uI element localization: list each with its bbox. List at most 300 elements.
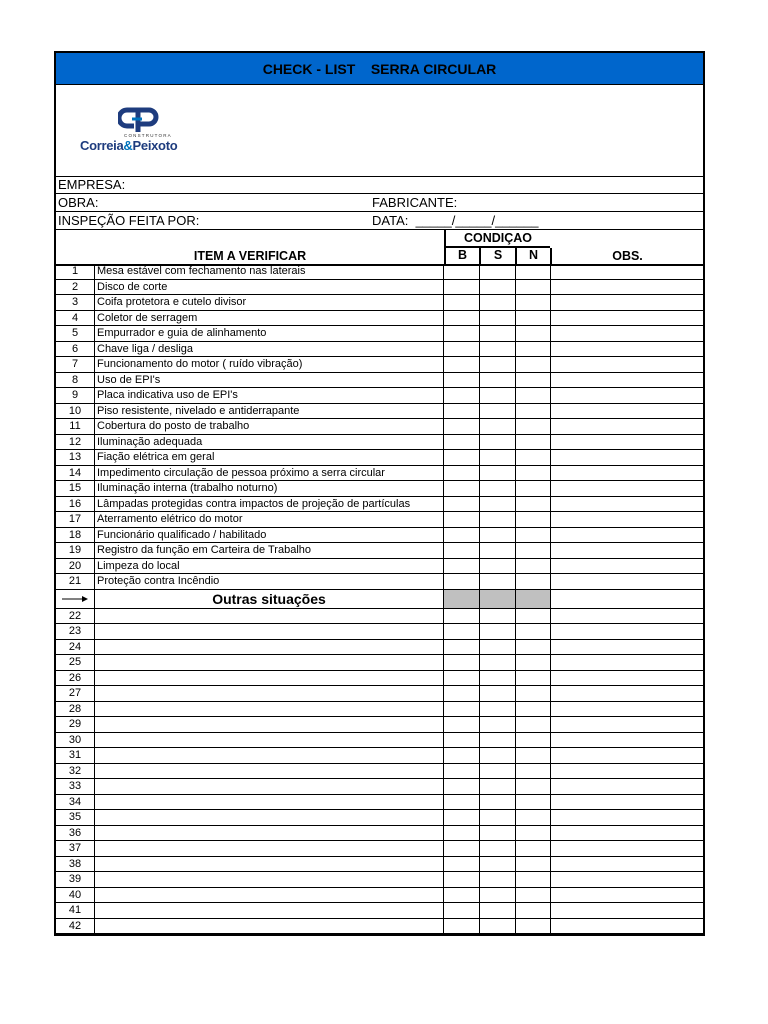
obs-cell[interactable] xyxy=(551,764,703,779)
info-row-empresa xyxy=(56,176,703,194)
row-item-text: Impedimento circulação de pessoa próximo a serra circular xyxy=(95,466,444,481)
condition-s-cell[interactable] xyxy=(480,748,516,763)
condition-n-cell[interactable] xyxy=(516,609,551,624)
obs-cell[interactable] xyxy=(551,497,703,512)
condition-s-cell[interactable] xyxy=(480,419,516,434)
condition-b-cell[interactable] xyxy=(444,841,480,856)
row-item-text xyxy=(95,717,444,732)
condition-b-cell[interactable] xyxy=(444,733,480,748)
row-number: 2 xyxy=(56,280,95,295)
condition-b-cell[interactable] xyxy=(444,264,480,279)
row-number: 31 xyxy=(56,748,95,763)
row-arrow-cell xyxy=(56,590,95,608)
condition-n-cell[interactable] xyxy=(516,326,551,341)
row-item-text xyxy=(95,640,444,655)
obs-cell[interactable] xyxy=(551,419,703,434)
row-item-text: Placa indicativa uso de EPI's xyxy=(95,388,444,403)
table-row xyxy=(56,609,703,625)
row-number: 18 xyxy=(56,528,95,543)
obs-cell[interactable] xyxy=(551,311,703,326)
condition-n-cell[interactable] xyxy=(516,748,551,763)
condition-s-cell[interactable] xyxy=(480,655,516,670)
condition-s-cell[interactable] xyxy=(480,295,516,310)
fabricante-label: FABRICANTE: xyxy=(372,195,458,210)
row-number: 23 xyxy=(56,624,95,639)
row-item-text xyxy=(95,624,444,639)
condition-s-cell[interactable] xyxy=(480,826,516,841)
condition-b-cell[interactable] xyxy=(444,528,480,543)
table-row xyxy=(56,655,703,671)
condition-s-cell[interactable] xyxy=(480,686,516,701)
condition-s-cell[interactable] xyxy=(480,466,516,481)
table-row xyxy=(56,481,703,497)
condition-n-cell[interactable] xyxy=(516,497,551,512)
arrow-right-icon xyxy=(62,595,88,603)
condition-b-cell[interactable] xyxy=(444,609,480,624)
condition-n-cell[interactable] xyxy=(516,342,551,357)
condition-b-cell[interactable] xyxy=(444,903,480,918)
info-row-obra xyxy=(56,194,703,212)
condition-s-cell[interactable] xyxy=(480,373,516,388)
row-number: 14 xyxy=(56,466,95,481)
row-item-text: Iluminação adequada xyxy=(95,435,444,450)
condition-n-cell[interactable] xyxy=(516,795,551,810)
row-item-text: Fiação elétrica em geral xyxy=(95,450,444,465)
row-item-text xyxy=(95,686,444,701)
condition-s-cell[interactable] xyxy=(480,357,516,372)
condition-n-cell[interactable] xyxy=(516,435,551,450)
row-number: 28 xyxy=(56,702,95,717)
obs-cell[interactable] xyxy=(551,779,703,794)
table-row xyxy=(56,512,703,528)
condition-s-cell[interactable] xyxy=(480,326,516,341)
table-row xyxy=(56,466,703,482)
table-body xyxy=(56,264,703,934)
obra-label: OBRA: xyxy=(58,195,99,210)
condition-s-cell[interactable] xyxy=(480,435,516,450)
condition-n-cell[interactable] xyxy=(516,543,551,558)
cp-logo-icon xyxy=(118,107,162,133)
row-number: 3 xyxy=(56,295,95,310)
obs-cell[interactable] xyxy=(551,264,703,279)
obs-cell[interactable] xyxy=(551,857,703,872)
obs-cell[interactable] xyxy=(551,574,703,589)
obs-cell[interactable] xyxy=(551,686,703,701)
row-item-text xyxy=(95,919,444,934)
condition-s-cell[interactable] xyxy=(480,264,516,279)
table-row xyxy=(56,841,703,857)
table-row xyxy=(56,888,703,904)
condition-n-cell[interactable] xyxy=(516,810,551,825)
table-row xyxy=(56,435,703,451)
table-header xyxy=(56,230,703,266)
obs-cell[interactable] xyxy=(551,748,703,763)
condition-n-cell[interactable] xyxy=(516,481,551,496)
row-number: 37 xyxy=(56,841,95,856)
condition-n-cell[interactable] xyxy=(516,702,551,717)
condition-n-cell[interactable] xyxy=(516,872,551,887)
condition-b-cell[interactable] xyxy=(444,764,480,779)
obs-cell[interactable] xyxy=(551,466,703,481)
obs-cell[interactable] xyxy=(551,326,703,341)
condition-s-cell[interactable] xyxy=(480,450,516,465)
row-item-text: Proteção contra Incêndio xyxy=(95,574,444,589)
obs-cell[interactable] xyxy=(551,559,703,574)
condition-n-cell[interactable] xyxy=(516,671,551,686)
table-row xyxy=(56,872,703,888)
row-item-text xyxy=(95,857,444,872)
condition-n-cell[interactable] xyxy=(516,512,551,527)
table-row xyxy=(56,671,703,687)
condition-n-cell[interactable] xyxy=(516,373,551,388)
table-row xyxy=(56,559,703,575)
row-item-text xyxy=(95,655,444,670)
row-item-text: Empurrador e guia de alinhamento xyxy=(95,326,444,341)
condition-s-cell[interactable] xyxy=(480,717,516,732)
condition-n-cell[interactable] xyxy=(516,311,551,326)
table-row xyxy=(56,543,703,559)
condition-b-cell[interactable] xyxy=(444,559,480,574)
condition-b-cell[interactable] xyxy=(444,512,480,527)
condition-n-cell[interactable] xyxy=(516,686,551,701)
condition-b-cell[interactable] xyxy=(444,342,480,357)
obs-cell[interactable] xyxy=(551,903,703,918)
table-row xyxy=(56,280,703,296)
row-item-text xyxy=(95,609,444,624)
row-number: 24 xyxy=(56,640,95,655)
obs-cell[interactable] xyxy=(551,810,703,825)
row-number: 15 xyxy=(56,481,95,496)
row-item-text: Cobertura do posto de trabalho xyxy=(95,419,444,434)
obs-cell[interactable] xyxy=(551,717,703,732)
obs-cell[interactable] xyxy=(551,888,703,903)
condition-s-cell[interactable] xyxy=(480,388,516,403)
condition-n-cell[interactable] xyxy=(516,624,551,639)
condition-n-cell[interactable] xyxy=(516,888,551,903)
condition-b-cell[interactable] xyxy=(444,311,480,326)
condition-s-cell[interactable] xyxy=(480,574,516,589)
obs-cell[interactable] xyxy=(551,733,703,748)
condition-b-cell[interactable] xyxy=(444,435,480,450)
table-row xyxy=(56,903,703,919)
row-number: 25 xyxy=(56,655,95,670)
condition-s-cell[interactable] xyxy=(480,311,516,326)
condition-s-cell[interactable] xyxy=(480,671,516,686)
condition-b-cell[interactable] xyxy=(444,357,480,372)
table-row xyxy=(56,264,703,280)
condition-b-cell[interactable] xyxy=(444,481,480,496)
condition-s-cell[interactable] xyxy=(480,624,516,639)
condition-b-cell[interactable] xyxy=(444,295,480,310)
title-bar xyxy=(56,53,703,85)
table-row xyxy=(56,404,703,420)
table-row xyxy=(56,826,703,842)
table-row xyxy=(56,857,703,873)
table-row xyxy=(56,574,703,590)
condition-b-cell[interactable] xyxy=(444,624,480,639)
obs-cell[interactable] xyxy=(551,373,703,388)
table-row xyxy=(56,373,703,389)
condition-b-cell[interactable] xyxy=(444,872,480,887)
row-item-text xyxy=(95,841,444,856)
condition-n-cell[interactable] xyxy=(516,388,551,403)
condition-s-cell[interactable] xyxy=(480,543,516,558)
table-row xyxy=(56,717,703,733)
condition-b-cell[interactable] xyxy=(444,466,480,481)
table-row xyxy=(56,795,703,811)
condition-b-cell[interactable] xyxy=(444,671,480,686)
table-row xyxy=(56,810,703,826)
condition-b-cell[interactable] xyxy=(444,655,480,670)
condition-s-cell[interactable] xyxy=(480,528,516,543)
row-item-text xyxy=(95,748,444,763)
condition-s-cell[interactable] xyxy=(480,559,516,574)
condition-s-cell[interactable] xyxy=(480,733,516,748)
condition-b-cell[interactable] xyxy=(444,748,480,763)
table-row xyxy=(56,357,703,373)
condition-s-cell[interactable] xyxy=(480,841,516,856)
condition-n-cell[interactable] xyxy=(516,655,551,670)
condition-b-cell[interactable] xyxy=(444,717,480,732)
condition-n-cell[interactable] xyxy=(516,764,551,779)
row-number: 13 xyxy=(56,450,95,465)
condition-b-cell[interactable] xyxy=(444,857,480,872)
table-row xyxy=(56,748,703,764)
condition-b-cell[interactable] xyxy=(444,919,480,934)
row-number: 10 xyxy=(56,404,95,419)
condition-s-cell[interactable] xyxy=(480,640,516,655)
row-item-text: Funcionamento do motor ( ruído vibração) xyxy=(95,357,444,372)
condition-s-cell[interactable] xyxy=(480,404,516,419)
condition-n-cell[interactable] xyxy=(516,450,551,465)
row-number: 19 xyxy=(56,543,95,558)
obs-cell[interactable] xyxy=(551,919,703,934)
condition-n-cell[interactable] xyxy=(516,903,551,918)
condition-n-cell[interactable] xyxy=(516,640,551,655)
condition-n-cell[interactable] xyxy=(516,357,551,372)
obs-cell[interactable] xyxy=(551,624,703,639)
obs-cell[interactable] xyxy=(551,435,703,450)
condition-n-cell[interactable] xyxy=(516,857,551,872)
obs-cell[interactable] xyxy=(551,795,703,810)
condition-b-cell[interactable] xyxy=(444,574,480,589)
obs-cell[interactable] xyxy=(551,640,703,655)
row-item-text xyxy=(95,903,444,918)
obs-cell[interactable] xyxy=(551,590,703,608)
obs-cell[interactable] xyxy=(551,404,703,419)
row-number: 40 xyxy=(56,888,95,903)
condition-n-cell[interactable] xyxy=(516,779,551,794)
row-number: 27 xyxy=(56,686,95,701)
row-item-text xyxy=(95,826,444,841)
condition-s-cell[interactable] xyxy=(480,872,516,887)
condition-b-cell[interactable] xyxy=(444,810,480,825)
table-row xyxy=(56,528,703,544)
obs-cell[interactable] xyxy=(551,655,703,670)
condition-b-cell[interactable] xyxy=(444,419,480,434)
obs-cell[interactable] xyxy=(551,280,703,295)
row-item-text xyxy=(95,733,444,748)
condition-b-cell[interactable] xyxy=(444,590,480,608)
obs-cell[interactable] xyxy=(551,872,703,887)
table-row xyxy=(56,326,703,342)
table-row xyxy=(56,733,703,749)
row-item-text xyxy=(95,764,444,779)
condition-s-cell[interactable] xyxy=(480,779,516,794)
obs-cell[interactable] xyxy=(551,512,703,527)
condition-n-cell[interactable] xyxy=(516,574,551,589)
condition-n-cell[interactable] xyxy=(516,826,551,841)
obs-cell[interactable] xyxy=(551,671,703,686)
table-row xyxy=(56,388,703,404)
obs-cell[interactable] xyxy=(551,543,703,558)
condition-n-cell[interactable] xyxy=(516,466,551,481)
condition-b-cell[interactable] xyxy=(444,280,480,295)
condition-s-cell[interactable] xyxy=(480,342,516,357)
inspecao-label: INSPEÇÃO FEITA POR: xyxy=(58,213,200,228)
checklist-sheet xyxy=(54,51,705,936)
logo-name-right: Peixoto xyxy=(132,138,178,153)
row-number: 1 xyxy=(56,264,95,279)
condition-s-cell[interactable] xyxy=(480,888,516,903)
condition-s-cell[interactable] xyxy=(480,903,516,918)
row-number: 9 xyxy=(56,388,95,403)
obs-cell[interactable] xyxy=(551,450,703,465)
condition-b-cell[interactable] xyxy=(444,779,480,794)
row-number: 4 xyxy=(56,311,95,326)
obs-cell[interactable] xyxy=(551,826,703,841)
row-item-text xyxy=(95,671,444,686)
condition-s-cell[interactable] xyxy=(480,702,516,717)
obs-cell[interactable] xyxy=(551,342,703,357)
condition-s-cell[interactable] xyxy=(480,764,516,779)
row-number: 11 xyxy=(56,419,95,434)
row-number: 16 xyxy=(56,497,95,512)
row-number: 7 xyxy=(56,357,95,372)
condition-s-cell[interactable] xyxy=(480,512,516,527)
row-number: 32 xyxy=(56,764,95,779)
row-number: 38 xyxy=(56,857,95,872)
logo-subtitle: CONSTRUTORA xyxy=(124,133,172,138)
condition-s-cell[interactable] xyxy=(480,810,516,825)
condition-s-cell[interactable] xyxy=(480,280,516,295)
row-item-text: Iluminação interna (trabalho noturno) xyxy=(95,481,444,496)
condition-b-cell[interactable] xyxy=(444,497,480,512)
condition-b-cell[interactable] xyxy=(444,373,480,388)
condition-s-cell[interactable] xyxy=(480,919,516,934)
row-number: 41 xyxy=(56,903,95,918)
table-row xyxy=(56,779,703,795)
header-item-label: ITEM A VERIFICAR xyxy=(193,249,307,263)
empresa-label: EMPRESA: xyxy=(58,177,126,192)
company-logo xyxy=(80,107,210,157)
obs-cell[interactable] xyxy=(551,702,703,717)
obs-cell[interactable] xyxy=(551,841,703,856)
condition-n-cell[interactable] xyxy=(516,295,551,310)
condition-s-cell[interactable] xyxy=(480,795,516,810)
condition-s-cell[interactable] xyxy=(480,857,516,872)
condition-b-cell[interactable] xyxy=(444,795,480,810)
row-number: 21 xyxy=(56,574,95,589)
table-row xyxy=(56,624,703,640)
row-item-text: Uso de EPI's xyxy=(95,373,444,388)
row-number: 17 xyxy=(56,512,95,527)
condition-n-cell[interactable] xyxy=(516,590,551,608)
row-item-text: Coifa protetora e cutelo divisor xyxy=(95,295,444,310)
condition-n-cell[interactable] xyxy=(516,404,551,419)
header-obs xyxy=(552,230,703,264)
condition-b-cell[interactable] xyxy=(444,326,480,341)
condition-b-cell[interactable] xyxy=(444,388,480,403)
row-number: 20 xyxy=(56,559,95,574)
table-row xyxy=(56,295,703,311)
condition-b-cell[interactable] xyxy=(444,450,480,465)
row-item-text: Limpeza do local xyxy=(95,559,444,574)
row-item-text: Mesa estável com fechamento nas laterais xyxy=(95,264,444,279)
row-number: 5 xyxy=(56,326,95,341)
condition-s-cell[interactable] xyxy=(480,609,516,624)
condition-s-cell[interactable] xyxy=(480,481,516,496)
row-number: 39 xyxy=(56,872,95,887)
row-number: 42 xyxy=(56,919,95,934)
row-item-text: Piso resistente, nivelado e antiderrapante xyxy=(95,404,444,419)
row-item-text: Outras situações xyxy=(95,590,444,608)
condition-b-cell[interactable] xyxy=(444,543,480,558)
obs-cell[interactable] xyxy=(551,481,703,496)
condition-n-cell[interactable] xyxy=(516,559,551,574)
condition-b-cell[interactable] xyxy=(444,686,480,701)
condition-b-cell[interactable] xyxy=(444,404,480,419)
row-item-text: Registro da função em Carteira de Trabalho xyxy=(95,543,444,558)
condition-s-cell[interactable] xyxy=(480,590,516,608)
data-label: DATA: _____/_____/______ xyxy=(372,213,539,228)
page-title: CHECK - LIST SERRA CIRCULAR xyxy=(262,60,497,77)
obs-cell[interactable] xyxy=(551,295,703,310)
condition-n-cell[interactable] xyxy=(516,733,551,748)
condition-n-cell[interactable] xyxy=(516,280,551,295)
row-number: 29 xyxy=(56,717,95,732)
header-item xyxy=(56,230,446,264)
table-row xyxy=(56,686,703,702)
condition-b-cell[interactable] xyxy=(444,640,480,655)
condition-n-cell[interactable] xyxy=(516,264,551,279)
header-s: S xyxy=(481,248,517,264)
condition-n-cell[interactable] xyxy=(516,419,551,434)
condition-n-cell[interactable] xyxy=(516,528,551,543)
table-row xyxy=(56,311,703,327)
condition-b-cell[interactable] xyxy=(444,888,480,903)
condition-n-cell[interactable] xyxy=(516,841,551,856)
header-condicao: CONDIÇAO xyxy=(446,230,550,248)
table-row xyxy=(56,590,703,609)
condition-b-cell[interactable] xyxy=(444,702,480,717)
row-item-text: Funcionário qualificado / habilitado xyxy=(95,528,444,543)
condition-n-cell[interactable] xyxy=(516,919,551,934)
condition-b-cell[interactable] xyxy=(444,826,480,841)
logo-name xyxy=(80,138,177,153)
condition-s-cell[interactable] xyxy=(480,497,516,512)
obs-cell[interactable] xyxy=(551,388,703,403)
row-item-text: Lâmpadas protegidas contra impactos de projeção de partículas xyxy=(95,497,444,512)
header-obs-label: OBS. xyxy=(612,249,643,263)
obs-cell[interactable] xyxy=(551,357,703,372)
row-number: 33 xyxy=(56,779,95,794)
row-number: 22 xyxy=(56,609,95,624)
condition-n-cell[interactable] xyxy=(516,717,551,732)
logo-name-left: Correia xyxy=(80,138,124,153)
obs-cell[interactable] xyxy=(551,528,703,543)
obs-cell[interactable] xyxy=(551,609,703,624)
